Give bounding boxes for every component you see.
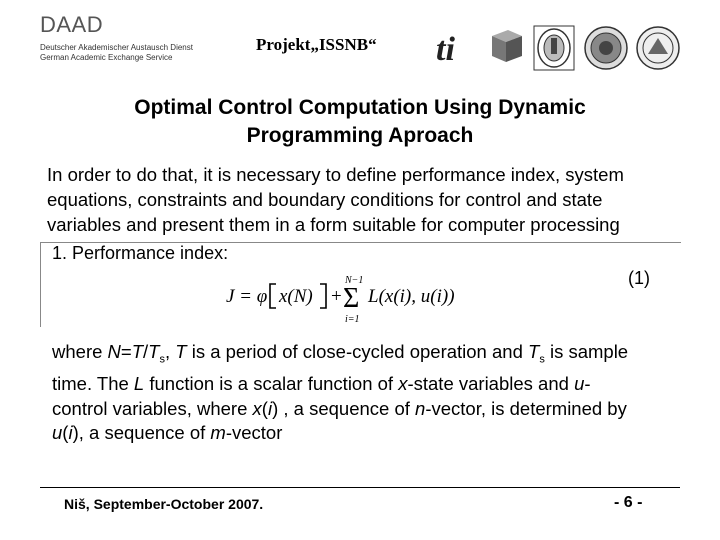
intro-line: variables and present them in a form suitable for computer processing <box>47 214 620 235</box>
text-run: ) , a sequence of <box>272 397 416 419</box>
where-line-2 <box>52 372 692 397</box>
text-run: / <box>143 341 149 362</box>
where-line-1 <box>52 340 692 372</box>
symbol-T: T <box>528 341 540 362</box>
page-number: - 6 - <box>614 494 643 511</box>
symbol-u: u <box>52 422 63 444</box>
text-run: -vector, is determined by <box>425 397 627 419</box>
slide-title-line2: Programming Aproach <box>246 124 474 147</box>
symbol-x: x <box>398 373 408 395</box>
symbol-L: L <box>133 373 145 395</box>
text-run: function is a scalar function of <box>144 373 399 395</box>
daad-subtitle <box>40 43 193 63</box>
partner-logos <box>436 24 686 72</box>
formula-bracket-left <box>270 284 276 308</box>
intro-line: In order to do that, it is necessary to define performance index, system <box>47 164 624 185</box>
footer-location-date: Niš, September-October 2007. <box>64 496 264 512</box>
footer-divider <box>40 487 680 488</box>
svg-text:ti: ti <box>436 31 455 68</box>
text-run: ( <box>261 397 268 419</box>
ti-logo-icon <box>436 31 455 68</box>
symbol-T: T <box>175 341 187 362</box>
text-run: ), a sequence of <box>72 422 211 444</box>
text-run: = <box>120 341 132 362</box>
where-paragraph <box>52 340 692 446</box>
formula-sum-lower: i=1 <box>345 314 360 325</box>
formula-lhs: J = φ <box>226 286 268 307</box>
where-line-4 <box>52 421 692 446</box>
daad-subtitle-line2: German Academic Exchange Service <box>40 53 173 62</box>
text-run: -state variables and <box>407 373 575 395</box>
symbol-u: u <box>574 373 585 395</box>
symbol-x: x <box>252 397 262 419</box>
text-run: , <box>164 341 176 362</box>
symbol-n: n <box>415 397 426 419</box>
equation-number: (1) <box>628 268 650 288</box>
symbol-m: m <box>210 422 226 444</box>
performance-index-formula <box>224 272 474 328</box>
formula-sum-symbol: Σ <box>343 283 360 314</box>
formula-term1: x(N) <box>279 286 313 307</box>
university-seal-icon <box>585 27 627 69</box>
cube-logo-icon <box>492 30 522 62</box>
formula-term2: L(x(i), u(i)) <box>368 286 455 307</box>
symbol-T: T <box>131 341 144 362</box>
where-line-3 <box>52 397 692 422</box>
text-run: control variables, where <box>52 397 253 419</box>
subscript-s: s <box>159 353 165 366</box>
slide-title <box>70 94 650 150</box>
symbol-T: T <box>148 341 160 362</box>
daad-subtitle-line1: Deutscher Akademischer Austausch Dienst <box>40 43 193 52</box>
slide-title-line1: Optimal Control Computation Using Dynamic <box>134 96 586 119</box>
formula-plus: + <box>331 286 342 307</box>
text-run: -vector <box>225 422 283 444</box>
subscript-s: s <box>539 353 545 366</box>
text-run: where <box>52 341 108 362</box>
text-run: time. The <box>52 373 134 395</box>
intro-paragraph <box>47 162 697 237</box>
symbol-N: N <box>107 341 121 362</box>
daad-logo-text: DAAD <box>40 12 104 37</box>
symbol-i: i <box>267 397 273 419</box>
project-name: Projekt„ISSNB“ <box>256 35 377 54</box>
formula-bracket-right <box>320 284 326 308</box>
university-seal-icon <box>534 26 574 70</box>
text-run: is sample <box>544 341 629 362</box>
text-run: ( <box>62 422 69 444</box>
text-run: - <box>584 373 591 395</box>
symbol-i: i <box>68 422 73 444</box>
formula-sum-upper: N−1 <box>345 275 364 286</box>
text-run: is a period of close-cycled operation and <box>186 341 528 362</box>
intro-line: equations, constraints and boundary conditions for control and state <box>47 189 603 210</box>
university-seal-icon <box>637 27 679 69</box>
performance-index-label: 1. Performance index: <box>52 243 229 263</box>
